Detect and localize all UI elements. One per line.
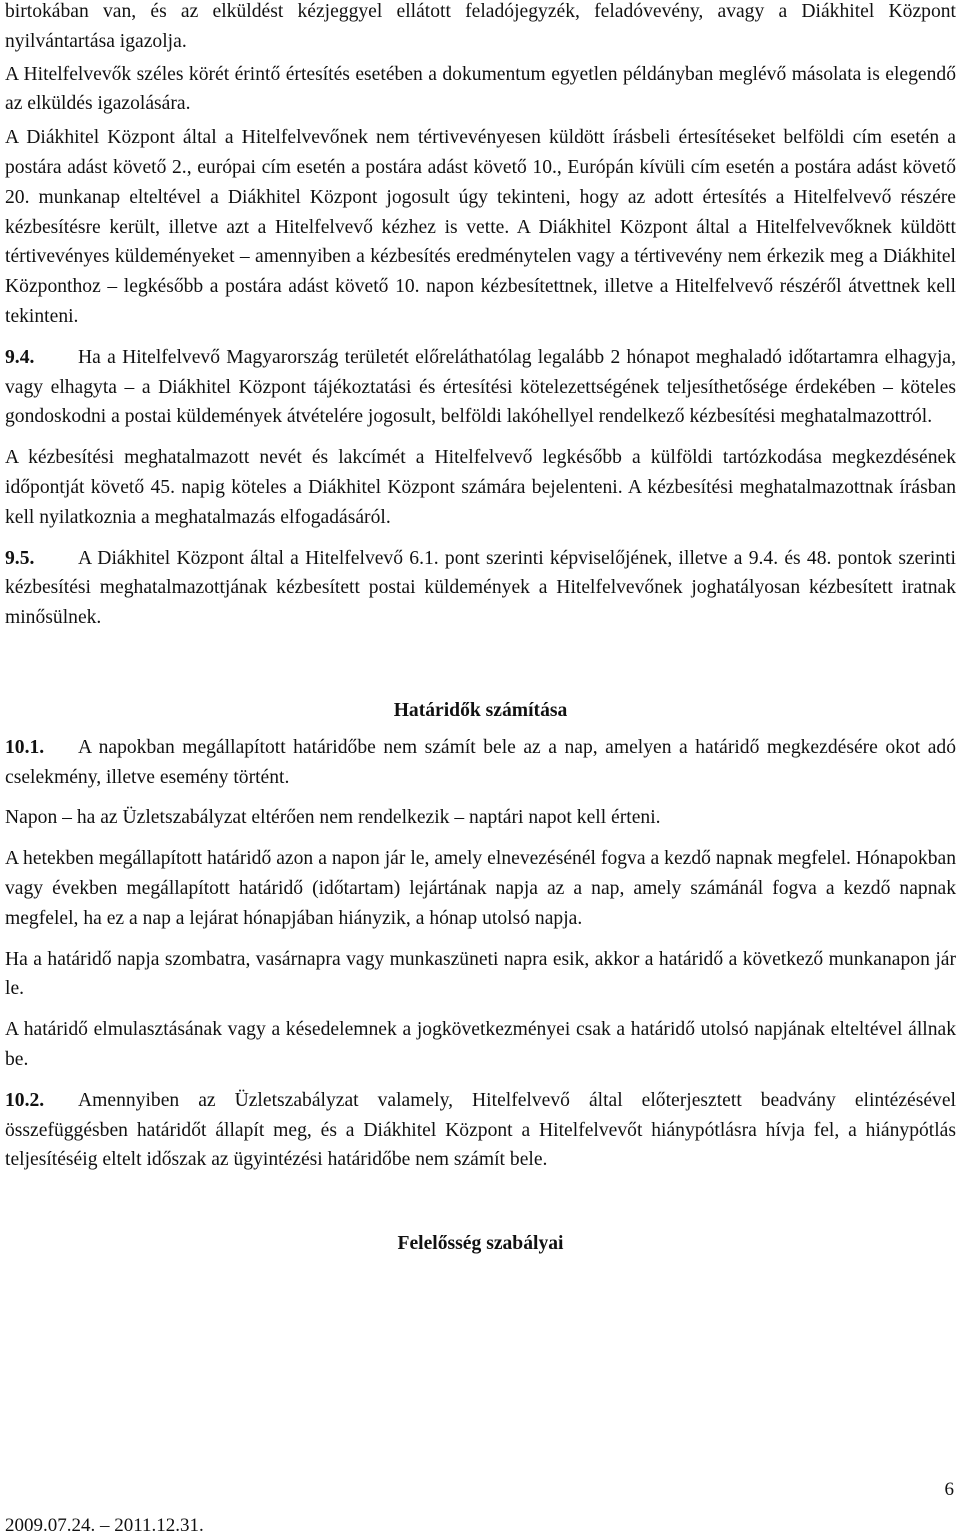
paragraph-weekend-rule: Ha a határidő napja szombatra, vasárnapra vagy munkaszüneti napra esik, akkor a határidő a következő munkanapon jár le. xyxy=(5,948,956,1000)
page-number: 6 xyxy=(944,1479,954,1500)
paragraph-10-2 xyxy=(5,1086,956,1175)
paragraph-text: Amennyiben az Üzletszabályzat valamely, Hitelfelvevő által előterjesztett beadvány elintézésével összefüggésben határidőt állapít meg, és a Diákhitel Központ a Hitelfelvevőt hiánypótlásra hívja fel, a hiánypótlás teljesítéséig eltelt időszak az ügyintézési határidőbe nem számít bele. xyxy=(5,1089,956,1171)
paragraph-delivery-proof: birtokában van, és az elküldést kézjeggyel ellátott feladójegyzék, feladóvevény, avagy a Diákhitel Központ nyilvántartása igazolja. xyxy=(5,1,956,52)
paragraph-9-5 xyxy=(5,544,956,633)
paragraph-agent-report: A kézbesítési meghatalmazott nevét és lakcímét a Hitelfelvevő legkésőbb a külföldi tartózkodása megkezdésének időpontját követő 45. napig köteles a Diákhitel Központ számára bejelenteni. A kézbesítési meghatalmazottnak írásban kell nyilatkoznia a meghatalmazás elfogadásáról. xyxy=(5,447,956,528)
paragraph-weeks-months: A hetekben megállapított határidő azon a napon jár le, amely elnevezésénél fogva a kezdő napnak megfelel. Hónapokban vagy években megállapított határidő (időtartam) lejártának napja az a nap, amely számánál fogva a kezdő napnak megfelel, ha ez a nap a lejárat hónapjában hiányzik, a hónap utolsó napja. xyxy=(5,848,956,929)
footer-date-range: 2009.07.24. – 2011.12.31. xyxy=(5,1515,204,1536)
document-page xyxy=(5,0,956,1259)
section-number: 10.1. xyxy=(5,736,45,758)
paragraph-text: A Diákhitel Központ által a Hitelfelvevő 6.1. pont szerinti képviselőjének, illetve a 9.4. és 48. pontok szerinti kézbesítési meghatalmazottjának kézbesített postai küldemények a Hitelfelvevőnek joghatályosan kézbesített iratnak minősülnek. xyxy=(5,547,956,629)
paragraph-default-consequences: A határidő elmulasztásának vagy a késedelemnek a jogkövetkezményei csak a határidő utolsó napjának elteltével állnak be. xyxy=(5,1019,956,1070)
section-heading-deadlines: Határidők számítása xyxy=(393,699,568,721)
paragraph-9-4 xyxy=(5,343,956,432)
section-number: 9.4. xyxy=(5,346,35,368)
paragraph-copy-sufficient: A Hitelfelvevők széles körét érintő értesítés esetében a dokumentum egyetlen példányban meglévő másolata is elegendő az elküldés igazolására. xyxy=(5,63,956,115)
paragraph-notification-deadlines: A Diákhitel Központ által a Hitelfelvevőnek nem tértivevényesen küldött írásbeli értesítéseket belföldi cím esetén a postára adást követő 2., európai cím esetén a postára adást követő 10., Európán kívüli cím esetén a postára adást követő 20. munkanap elteltével a Diákhitel Központ jogosult úgy tekinteni, hogy az adott értesítés a Hitelfelvevő részére kézbesítésre került, illetve azt a Hitelfelvevő kézhez is vette. A Diákhitel Központ által a Hitelfelvevőknek küldött tértivevényes küldeményeket – amennyiben a kézbesítés eredménytelen vagy a tértivevény nem érkezik meg a Diákhitel Központhoz – legkésőbb a postára adást követő 10. napon kézbesítettnek, illetve a Hitelfelvevő részéről átvettnek kell tekinteni. xyxy=(5,127,956,327)
paragraph-text: A napokban megállapított határidőbe nem számít bele az a nap, amelyen a határidő megkezdésére okot adó cselekmény, illetve esemény történt. xyxy=(5,736,956,788)
paragraph-calendar-days: Napon – ha az Üzletszabályzat eltérően nem rendelkezik – naptári napot kell érteni. xyxy=(5,807,661,829)
section-number: 9.5. xyxy=(5,547,35,569)
paragraph-text: Ha a Hitelfelvevő Magyarország területét előreláthatólag legalább 2 hónapot meghaladó időtartamra elhagyja, vagy elhagyta – a Diákhitel Központ tájékoztatási és értesítési kötelezettségének teljesíthetősége érdekében – köteles gondoskodni a postai küldemények átvételére jogosult, belföldi lakóhellyel rendelkező kézbesítési meghatalmazottról. xyxy=(5,346,956,428)
section-heading-liability: Felelősség szabályai xyxy=(397,1233,564,1255)
paragraph-10-1 xyxy=(5,733,956,793)
section-number: 10.2. xyxy=(5,1089,45,1111)
